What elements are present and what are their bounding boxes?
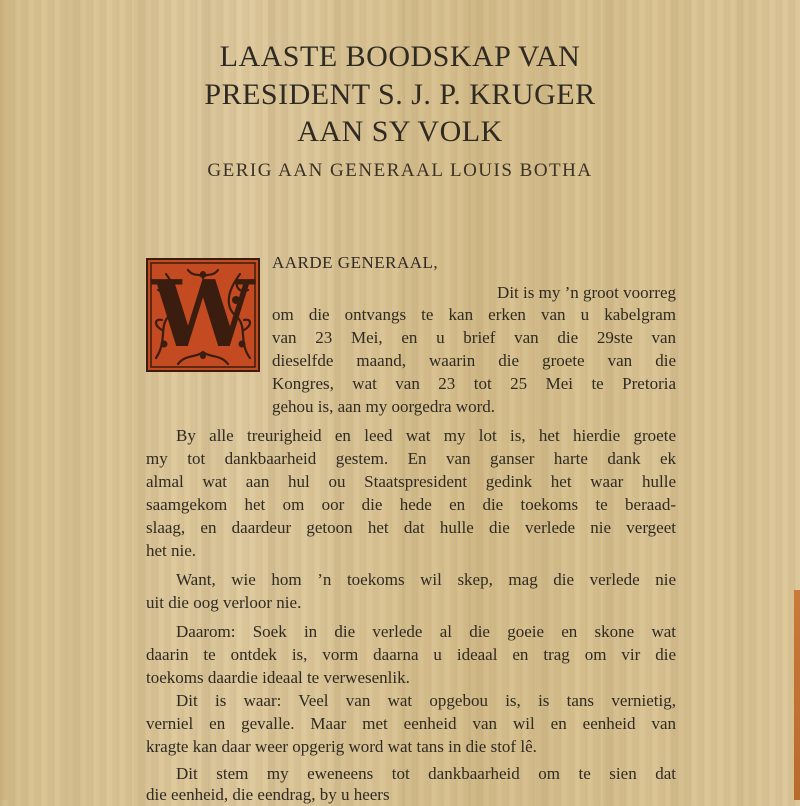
title-line-1: LAASTE BOODSKAP VAN — [219, 40, 581, 73]
title-line-2: PRESIDENT S. J. P. KRUGER — [204, 78, 596, 111]
intro-line-1: Dit is my ’n groot voorreg — [497, 283, 676, 302]
paragraph-line: kragte kan daar weer opgerig word wat tans in die stof lê. — [146, 737, 537, 756]
paragraph-line: almal wat aan hul ou Staatspresident gedink het waar hulle — [146, 472, 676, 491]
paragraph-line: daarin te ontdek is, vorm daarna u ideaal en trag om vir die — [146, 645, 676, 664]
intro-line-2: om die ontvangs te kan erken van u kabelgram — [272, 305, 676, 324]
paragraph-line: my tot dankbaarheid gestem. En van ganser harte dank ek — [146, 449, 676, 468]
intro-line-6: gehou is, aan my oorgedra word. — [272, 397, 495, 416]
paragraph-line: slaag, en daardeur getoon het dat hulle die verlede nie vergeet — [146, 518, 676, 537]
salutation: AARDE GENERAAL, — [272, 253, 439, 272]
paragraph-line: Dit is waar: Veel van wat opgebou is, is tans vernietig, — [176, 691, 676, 710]
paragraph-line: By alle treurigheid en leed wat my lot is, het hierdie groete — [176, 426, 676, 445]
paragraph-line: Want, wie hom ’n toekoms wil skep, mag die verlede nie — [176, 570, 676, 589]
title-line-3: AAN SY VOLK — [297, 115, 503, 148]
intro-line-4: dieselfde maand, waarin die groete van die — [272, 351, 676, 370]
subtitle: GERIG AAN GENERAAL LOUIS BOTHA — [207, 160, 593, 181]
paragraph-line: toekoms daardie ideaal te verwesenlik. — [146, 668, 410, 687]
paragraph-line: Dit stem my eweneens tot dankbaarheid om te sien dat — [176, 764, 676, 783]
paragraph-line: uit die oog verloor nie. — [146, 593, 302, 612]
paragraph-line: het nie. — [146, 541, 197, 560]
paragraph-line: die eenheid, die eendrag, by u heers — [146, 785, 390, 804]
intro-line-5: Kongres, wat van 23 tot 25 Mei te Pretoria — [272, 374, 676, 393]
drop-cap-letter: W — [151, 260, 255, 368]
intro-line-3: van 23 Mei, en u brief van die 29ste van — [272, 328, 676, 347]
paragraph-line: Daarom: Soek in die verlede al die goeie en skone wat — [176, 622, 676, 641]
paragraph-line: verniel en gevalle. Maar met eenheid van wil en eenheid van — [146, 714, 676, 733]
paragraph-line: saamgekom het om oor die hede en die toekoms te beraad- — [146, 495, 676, 514]
cover-edge — [794, 590, 800, 800]
drop-cap-ornament — [146, 258, 260, 372]
